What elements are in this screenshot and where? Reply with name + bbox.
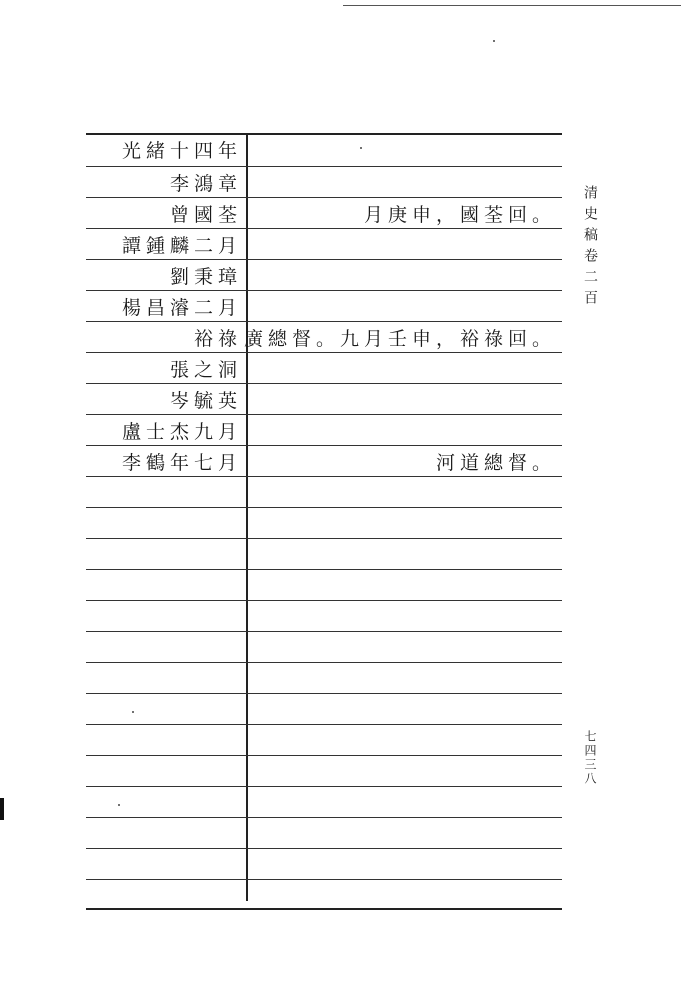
official-name-cell: 岑毓英 — [169, 390, 242, 412]
table-row — [86, 694, 562, 725]
appointment-note-cell — [250, 415, 556, 446]
official-name-cell: 盧士杰九月 — [121, 421, 242, 443]
official-name-cell — [86, 601, 242, 632]
appointment-note-cell — [250, 725, 556, 756]
official-name-cell: 劉秉璋 — [169, 266, 242, 288]
table-row — [86, 508, 562, 539]
table-row — [86, 134, 562, 165]
table-row — [86, 477, 562, 508]
official-name-cell — [86, 570, 242, 601]
official-name-cell — [86, 539, 242, 570]
table-row — [86, 663, 562, 694]
table-row — [86, 291, 562, 322]
top-margin-rule — [343, 5, 681, 6]
appointment-note-cell — [250, 570, 556, 601]
table-row — [86, 725, 562, 756]
appointment-note-cell — [250, 880, 556, 911]
table-row — [86, 260, 562, 291]
table-row — [86, 632, 562, 663]
appointment-note-cell — [250, 167, 556, 198]
official-name-cell: 光緒十四年 — [121, 140, 242, 162]
speck — [118, 804, 120, 806]
table-row — [86, 322, 562, 353]
table-row — [86, 446, 562, 477]
speck — [132, 711, 134, 713]
appointment-note-cell — [250, 756, 556, 787]
book-title: 清史稿卷二百 — [582, 185, 598, 311]
official-name-cell — [86, 725, 242, 756]
appointment-note-cell: 河道總督。 — [435, 452, 556, 474]
table-row — [86, 353, 562, 384]
official-name-cell: 譚鍾麟二月 — [121, 235, 242, 257]
official-name-cell: 楊昌濬二月 — [121, 297, 242, 319]
table-row — [86, 756, 562, 787]
official-name-cell — [86, 663, 242, 694]
table-row — [86, 384, 562, 415]
table-row — [86, 880, 562, 911]
appointment-note-cell — [250, 787, 556, 818]
table-row — [86, 198, 562, 229]
appointment-note-cell — [250, 260, 556, 291]
official-name-cell: 裕祿 — [193, 328, 242, 350]
appointment-note-cell — [250, 601, 556, 632]
official-name-cell — [86, 477, 242, 508]
appointment-note-cell — [250, 694, 556, 725]
speck — [493, 40, 495, 42]
table-row — [86, 229, 562, 260]
official-name-cell — [86, 818, 242, 849]
official-name-cell — [86, 787, 242, 818]
appointment-note-cell — [250, 539, 556, 570]
official-name-cell: 李鶴年七月 — [121, 452, 242, 474]
appointment-note-cell — [250, 291, 556, 322]
appointment-note-cell — [250, 477, 556, 508]
appointment-note-cell — [250, 818, 556, 849]
appointment-note-cell — [250, 663, 556, 694]
appointment-note-cell — [250, 632, 556, 663]
table-row — [86, 539, 562, 570]
table-row — [86, 787, 562, 818]
edge-mark — [0, 798, 4, 820]
appointment-note-cell — [250, 353, 556, 384]
official-name-cell — [86, 756, 242, 787]
appointment-note-cell — [250, 134, 556, 165]
appointment-note-cell: 廣總督。九月壬申，裕祿回。 — [243, 328, 556, 350]
appointment-note-cell — [250, 508, 556, 539]
official-name-cell — [86, 880, 242, 911]
appointment-note-cell: 月庚申，國荃回。 — [363, 204, 556, 226]
table-row — [86, 167, 562, 198]
official-name-cell: 張之洞 — [169, 359, 242, 381]
table-row — [86, 601, 562, 632]
official-name-cell — [86, 849, 242, 880]
table-row — [86, 415, 562, 446]
official-name-cell — [86, 694, 242, 725]
speck — [360, 147, 362, 149]
table-row — [86, 849, 562, 880]
official-name-cell — [86, 508, 242, 539]
table-row — [86, 818, 562, 849]
appointment-note-cell — [250, 849, 556, 880]
appointment-note-cell — [250, 384, 556, 415]
page-number: 七四三八 — [583, 730, 597, 786]
official-name-cell — [86, 632, 242, 663]
official-name-cell: 李鴻章 — [169, 173, 242, 195]
table-row — [86, 570, 562, 601]
table-bottom-rule — [86, 908, 562, 910]
appointment-note-cell — [250, 229, 556, 260]
official-name-cell: 曾國荃 — [169, 204, 242, 226]
